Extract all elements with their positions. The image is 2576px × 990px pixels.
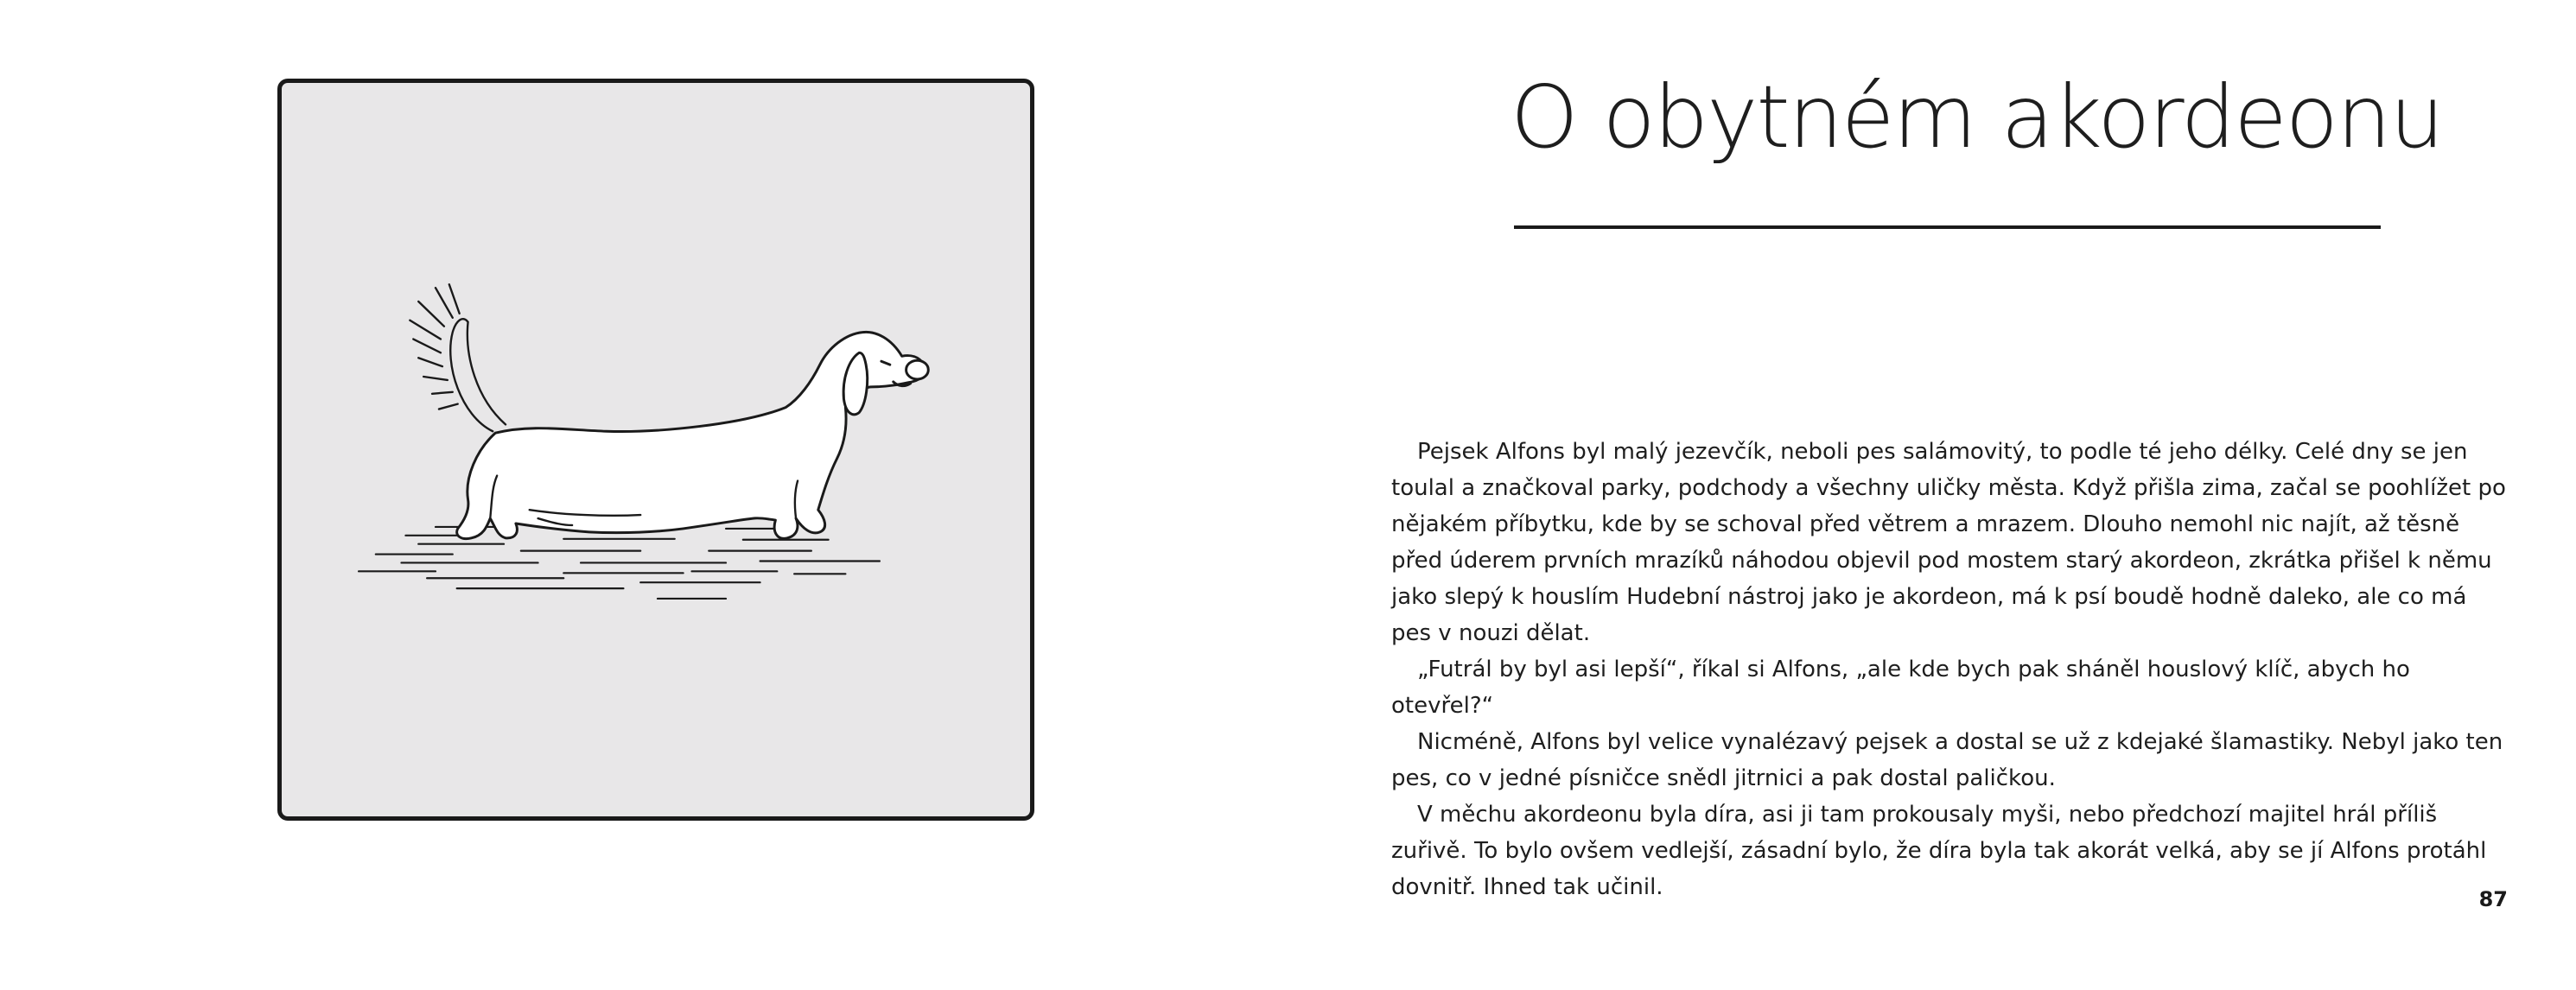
story-paragraph-1: Pejsek Alfons byl malý jezevčík, neboli pes salámovitý, to podle té jeho délky. Celé dny se jen toulal a značkoval parky, podchody a všechny uličky města. Když přišla zima, začal se poohlížet po nějakém příbytku, kde by se schoval před větrem a mrazem. Dlouho nemohl nic najít, až těsně před úderem prvních mrazíků náhodou objevil pod mostem starý akordeon, zkrátka přišel k němu jako slepý k houslím Hudební nástroj jako je akordeon, má k psí boudě hodně daleko, ale co má pes v nouzi dělat. [1391, 439, 2506, 646]
chapter-title: O obytném akordeonu [1511, 67, 2443, 168]
story-paragraph-2: „Futrál by byl asi lepší“, říkal si Alfons, „ale kde bych pak sháněl houslový klíč, abych ho otevřel?“ [1391, 657, 2410, 719]
story-paragraph-4: V měchu akordeonu byla díra, asi ji tam prokousaly myši, nebo předchozí majitel hrál příliš zuřivě. To bylo ovšem vedlejší, zásadní bylo, že díra byla tak akorát velká, aby se jí Alfons protáhl dovnitř. Ihned tak učinil. [1391, 802, 2487, 900]
illustration-frame [277, 79, 1034, 821]
page-number: 87 [2478, 887, 2508, 911]
ground-lines [359, 527, 880, 599]
dachshund-illustration [282, 83, 1030, 816]
dog-nose [906, 360, 929, 379]
story-text [1391, 434, 2506, 905]
title-divider [1514, 225, 2381, 229]
story-paragraph-3: Nicméně, Alfons byl velice vynalézavý pejsek a dostal se už z kdejaké šlamastiky. Nebyl jako ten pes, co v jedné písničce snědl jitrnici a pak dostal paličkou. [1391, 729, 2503, 791]
tail [410, 284, 506, 431]
